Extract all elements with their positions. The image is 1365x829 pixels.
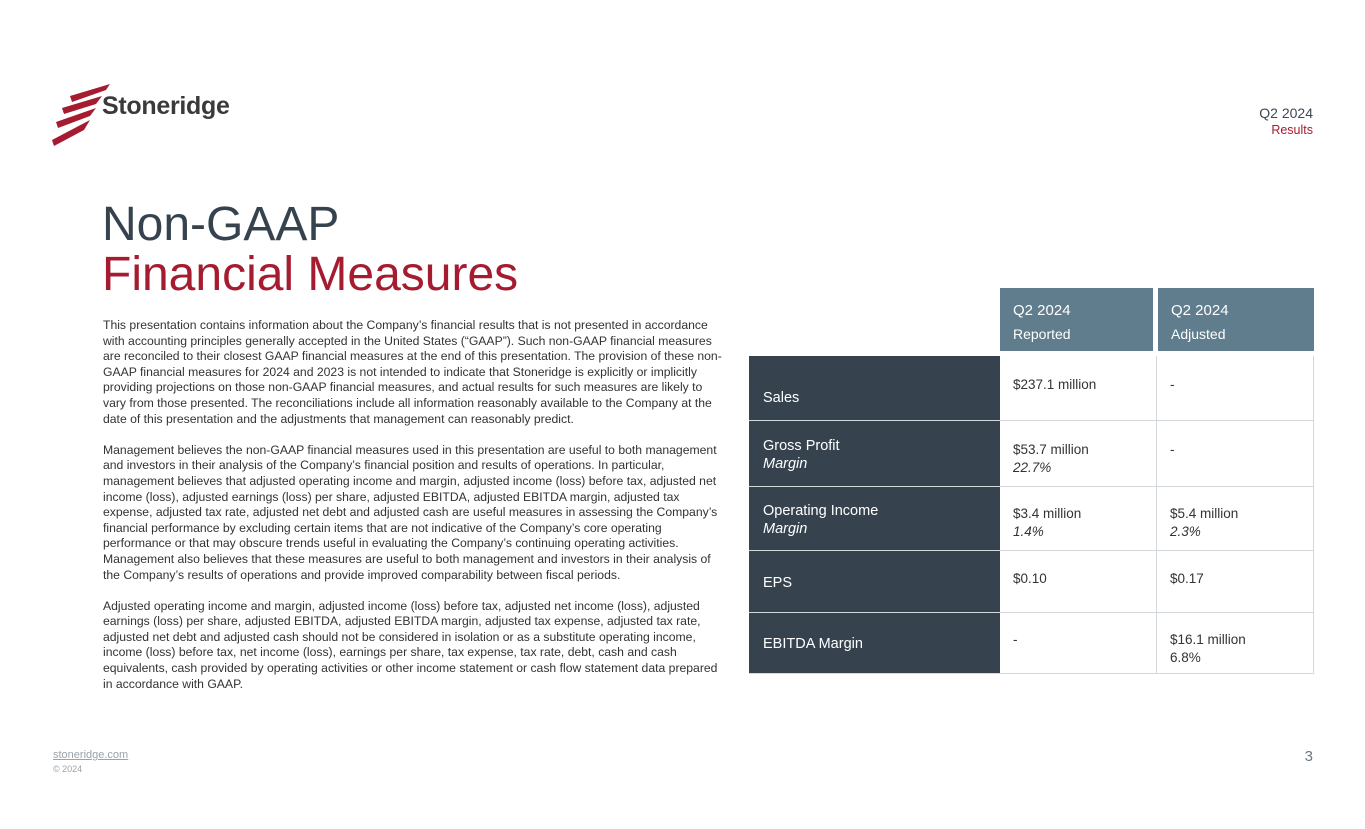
logo-wordmark: Stoneridge [102,92,230,120]
adjusted-subvalue: 6.8% [1170,650,1201,665]
title-line-2: Financial Measures [102,248,519,301]
row-label [749,356,1000,420]
row-sublabel: Margin [763,521,808,537]
row-label [749,613,1000,673]
column-subtitle: Adjusted [1171,326,1226,342]
adjusted-subvalue: 2.3% [1170,524,1201,539]
reported-value: $3.4 million [1013,506,1082,521]
adjusted-cell [1157,487,1314,550]
row-label-text: EBITDA Margin [763,636,863,652]
reported-value: $53.7 million [1013,442,1089,457]
row-label-text: Sales [763,390,800,406]
period-title: Q2 2024 [1259,105,1313,121]
copyright-text: © 2024 [53,764,83,774]
column-title: Q2 2024 [1013,302,1071,319]
row-sublabel: Margin [763,456,808,472]
website-link[interactable]: stoneridge.com [53,749,129,761]
adjusted-cell [1157,421,1314,486]
adjusted-cell [1157,551,1314,612]
adjusted-value: - [1170,377,1175,392]
period-subtitle: Results [1271,123,1313,137]
column-subtitle: Reported [1013,326,1071,342]
title-line-1: Non-GAAP [102,198,340,251]
reported-cell [1000,356,1157,420]
table-row [749,613,1314,674]
reported-cell [1000,551,1157,612]
row-label-text: Operating Income [763,503,879,519]
reported-value: $237.1 million [1013,377,1097,392]
row-label-text: EPS [763,575,793,591]
reported-value: $0.10 [1013,571,1047,586]
reported-cell [1000,487,1157,550]
adjusted-value: $5.4 million [1170,506,1239,521]
adjusted-value: - [1170,442,1175,457]
reported-subvalue: 1.4% [1013,524,1044,539]
row-label-text: Gross Profit [763,438,840,454]
column-title: Q2 2024 [1171,302,1229,319]
table-row [749,421,1314,487]
disclaimer-text [103,318,728,708]
column-header-adjusted [1158,288,1314,351]
page-number: 3 [1304,748,1313,765]
measures-table [749,288,1314,674]
table-row [749,487,1314,551]
page-title [102,200,518,300]
paragraph-2: Management believes the non-GAAP financial measures used in this presentation are useful to both management and investors in their analysis of the Company’s financial position and results of operations. In particular, management believes that adjusted operating income and margin, adjusted income (loss) before tax, adjusted net income (loss), adjusted earnings (loss) per share, adjusted EBITDA, adjusted EBITDA margin, adjusted tax expense, adjusted tax rate, adjusted net debt and adjusted cash are useful measures in assessing the Company’s financial performance by excluding certain items that are not indicative of the Company’s core operating performance or that may obscure trends useful in evaluating the Company’s continuing operating activities. Management also believes that these measures are useful to both management and investors in their analysis of the Company’s results of operations and provide improved comparability between fiscal periods. [103,442,718,582]
row-label [749,551,1000,612]
column-header-reported [1000,288,1153,351]
adjusted-cell [1157,613,1314,673]
row-label [749,421,1000,486]
reported-value: - [1013,632,1018,647]
table-header [749,288,1314,351]
row-label [749,487,1000,550]
reported-cell [1000,421,1157,486]
paragraph-1: This presentation contains information about the Company’s financial results that is not presented in accordance with accounting principles generally accepted in the United States (“GAAP”). Such non-GAAP financial measures are reconciled to their closest GAAP financial measures at the end of this presentation. The provision of these non-GAAP financial measures for 2024 and 2023 is not intended to indicate that Stoneridge is explicitly or implicitly providing projections on those non-GAAP financial measures, and actual results for such measures are likely to vary from those presented. The reconciliations include all information reasonably available to the Company at the date of this presentation and the adjustments that management can reasonably predict. [103,318,722,426]
paragraph-3: Adjusted operating income and margin, adjusted income (loss) before tax, adjusted net income (loss), adjusted earnings (loss) per share, adjusted EBITDA, adjusted EBITDA margin, adjusted tax expense, adjusted tax rate, adjusted net debt and adjusted cash should not be considered in isolation or as a substitute operating income, income (loss) before tax, net income (loss), earnings per share, tax expense, tax rate, debt, cash and cash equivalents, cash provided by operating activities or other income statement or cash flow statement data prepared in accordance with GAAP. [103,598,718,691]
adjusted-value: $0.17 [1170,571,1204,586]
adjusted-cell [1157,356,1314,420]
adjusted-value: $16.1 million [1170,632,1246,647]
stoneridge-logo [50,78,230,148]
period-label [1259,105,1313,138]
table-row [749,356,1314,421]
reported-subvalue: 22.7% [1013,460,1052,475]
table-row [749,551,1314,613]
reported-cell [1000,613,1157,673]
